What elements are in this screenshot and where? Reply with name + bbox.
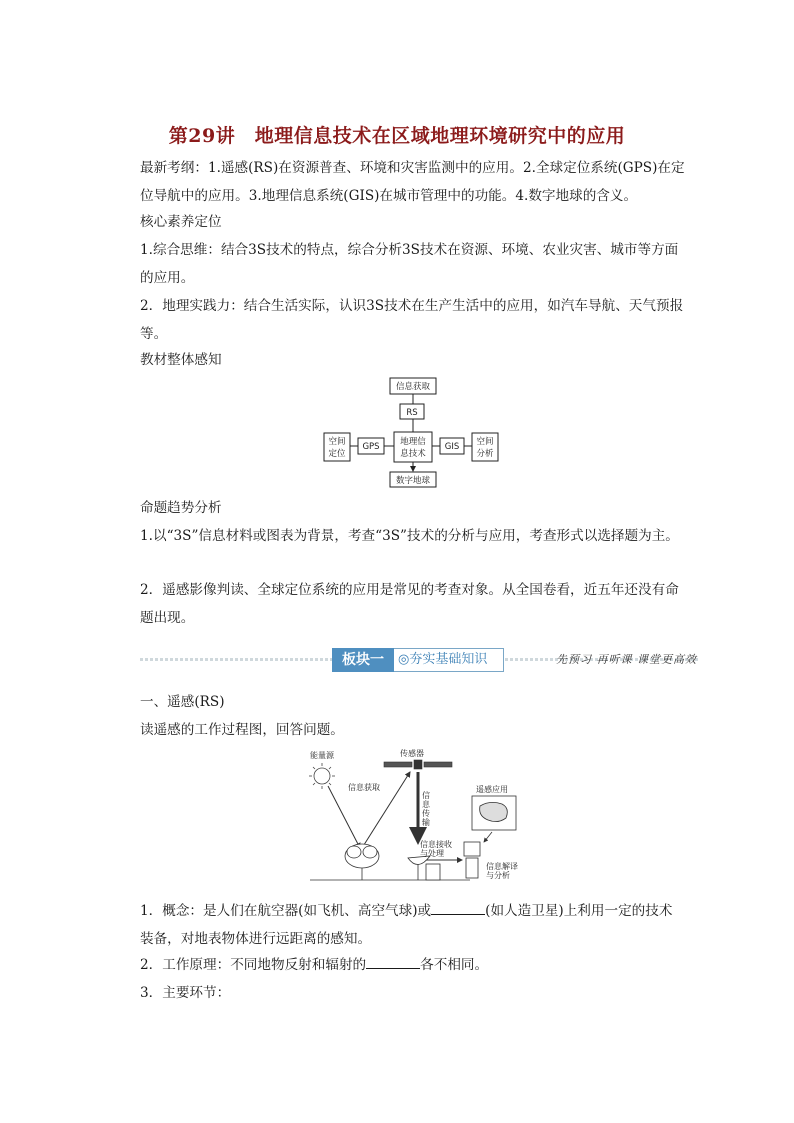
transmit-label-2: 息 [422,800,430,809]
map-rs-label: RS [406,408,418,418]
map-center-label-1: 地理信 [400,437,426,447]
map-bottom-label: 数字地球 [395,476,431,486]
map-right-label-1: 空间 [476,437,494,447]
rs-process-diagram [300,746,530,888]
acquire-label: 信息获取 [348,783,380,792]
banner-subtitle: ◎夯实基础知识 [398,652,488,667]
map-left-label-1: 空间 [328,437,346,447]
map-left-label-2: 定位 [328,449,346,459]
interpret-label-1: 信息解译 [486,862,518,871]
q1-blank[interactable] [431,900,485,915]
banner-tag: 板块一 [332,648,394,672]
syllabus-paragraph [140,154,685,210]
map-top-label: 信息获取 [395,382,431,392]
trend-item-2: 2．遥感影像判读、全球定位系统的应用是常见的考查对象。从全国卷看，近五年还没有命题出现。 [140,582,679,626]
q1-text-pre: 1．概念：是人们在航空器(如飞机、高空气球)或 [140,903,432,919]
transmit-label-3: 传 [422,809,430,818]
page-title: 第29讲 地理信息技术在区域地理环境研究中的应用 [168,125,626,147]
concept-map [320,374,502,490]
tree-icon [345,844,379,880]
question-2 [140,951,685,979]
banner-slogan: 先预习 再听课 课堂更高效 [556,653,697,666]
q1-text-post: (如人造卫星)上利用一定的技术装备，对地表物体进行远距离的感知。 [140,903,673,947]
core-heading: 核心素养定位 [140,214,222,230]
map-center-label-2: 息技术 [400,449,426,459]
satellite-icon [384,760,452,769]
trend-heading: 命题趋势分析 [140,500,222,516]
map-right-label-2: 分析 [476,449,494,459]
energy-label: 能量源 [310,751,334,760]
transmit-label-1: 信 [422,791,430,800]
china-map-icon [472,796,516,830]
syllabus-label: 最新考纲： [140,160,208,176]
q2-text-post: 各不相同。 [420,957,489,973]
core-item-2: 2．地理实践力：结合生活实际，认识3S技术在生产生活中的应用，如汽车导航、天气预报等。 [140,298,684,342]
transmit-label-4: 输 [422,818,430,827]
question-3: 3．主要环节： [140,985,231,1001]
trend-item-1: 1.以“3S”信息材料或图表为背景，考查“3S”技术的分析与应用，考查形式以选择题为主。 [140,528,679,544]
application-label: 遥感应用 [476,785,508,794]
q2-text-pre: 2．工作原理：不同地物反射和辐射的 [140,957,367,973]
interpret-label-2: 与分析 [486,871,510,880]
core-item-1: 1.综合思维：结合3S技术的特点，综合分析3S技术在资源、环境、农业灾害、城市等方面的应用。 [140,242,679,286]
q2-blank[interactable] [366,954,420,969]
syllabus-text: 1.遥感(RS)在资源普查、环境和灾害监测中的应用。2.全球定位系统(GPS)在定位导航中的应用。3.地理信息系统(GIS)在城市管理中的功能。4.数字地球的含义。 [140,160,685,204]
sun-icon [309,763,335,789]
map-gis-label: GIS [444,442,460,452]
section1-prompt: 读遥感的工作过程图，回答问题。 [140,722,344,738]
computer-icon [464,842,480,878]
sensor-label: 传感器 [400,749,424,758]
map-gps-label: GPS [362,442,380,452]
overview-heading: 教材整体感知 [140,352,222,368]
energy-ray [328,786,360,848]
receive-label-1: 信息接收 [420,840,452,849]
section1-heading: 一、遥感(RS) [140,694,225,710]
question-1 [140,897,685,953]
receive-label-2: 与处理 [420,849,444,858]
